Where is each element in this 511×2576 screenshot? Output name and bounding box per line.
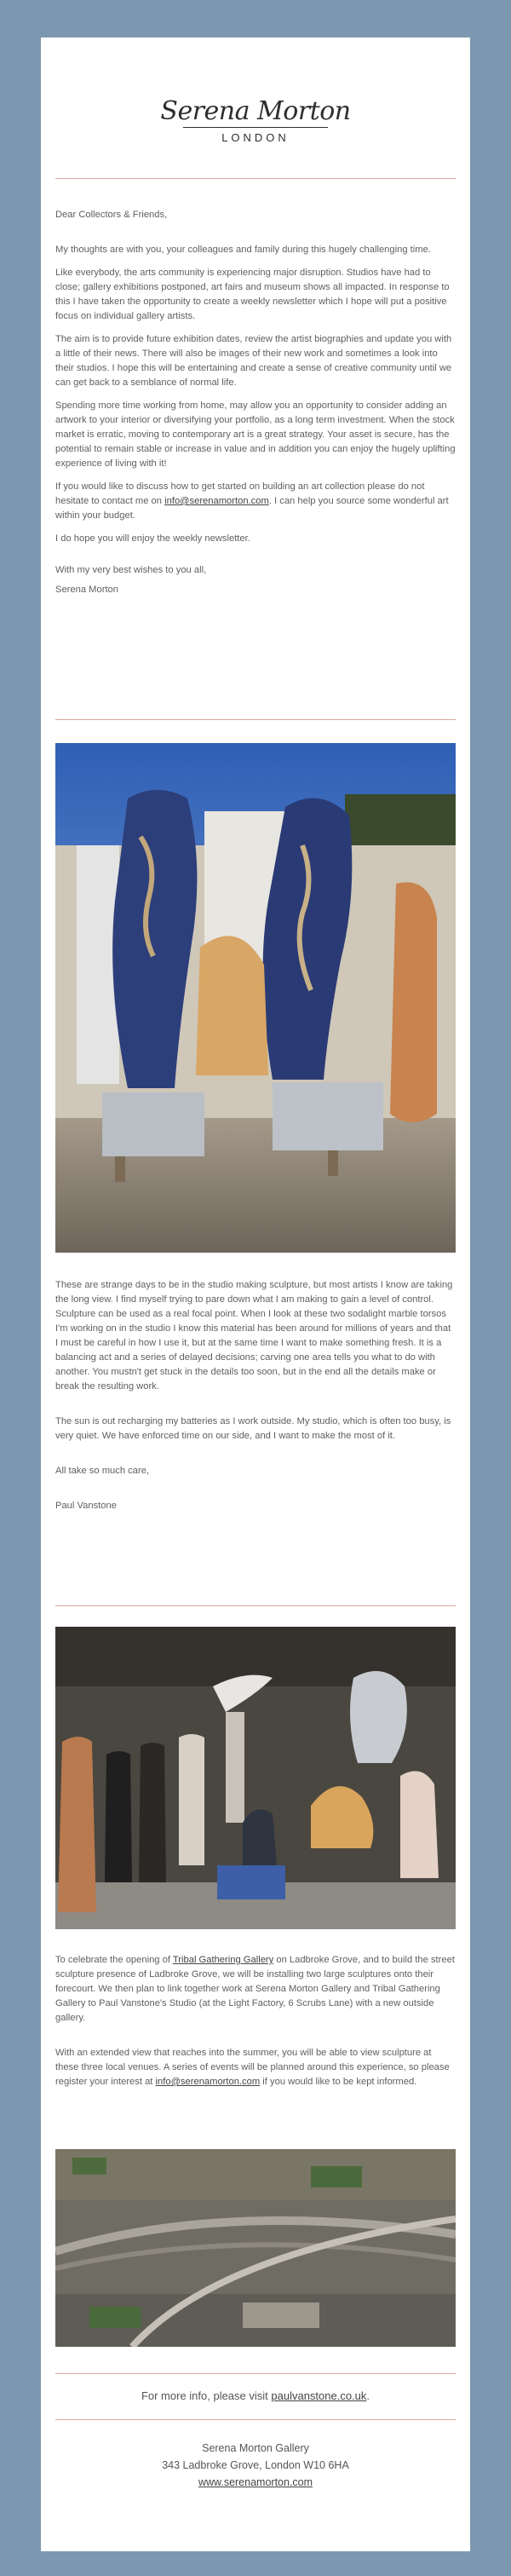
aerial-rail-view-photo[interactable]: [55, 2149, 456, 2347]
contact-text: . I can help you source some wonderful art within your budget.: [55, 496, 449, 521]
events-text: on Ladbroke Grove, and to build the street sculpture presence of Ladbroke Grove, we will be installing two large sculptures onto their forecourt. We then plan to link together work at Serena Morton Gallery and Tribal Gathering Gallery to Paul Vanstone's Studio (at the Light Factory, 6 Scrubs Lane) with a new outside gallery.: [55, 1955, 455, 2023]
artist-paragraph: All take so much care,: [55, 1466, 150, 1476]
divider: [55, 719, 456, 720]
hope-line: I do hope you will enjoy the weekly newsletter.: [55, 533, 250, 544]
divider: [55, 2419, 456, 2420]
more-info-text: For more info, please visit: [141, 2389, 272, 2402]
marble-torso-sculptures-photo[interactable]: [55, 743, 456, 1253]
events-text: With an extended view that reaches into the summer, you will be able to view sculpture at these three local venues. A series of events will be planned around this experience, so please register your interest at: [55, 2048, 450, 2087]
brand-name: Serena Morton: [160, 96, 351, 126]
divider: [55, 2373, 456, 2374]
more-info-text: .: [366, 2389, 370, 2402]
contact-paragraph: [55, 480, 456, 523]
artist-signature: Paul Vanstone: [55, 1501, 117, 1511]
contact-email-link[interactable]: info@serenamorton.com: [164, 496, 269, 506]
register-email-link[interactable]: info@serenamorton.com: [155, 2077, 261, 2087]
divider: [55, 1605, 456, 1606]
footer-website-link[interactable]: www.serenamorton.com: [198, 2476, 313, 2488]
letter-paragraph: Like everybody, the arts community is experiencing major disruption. Studios have had to close; gallery exhibitions postponed, art fairs and museum shows all impacted. In response to this I have taken the opportunity to create a weekly newsletter which I hope will put a positive focus on individual gallery artists.: [55, 268, 450, 321]
footer: [55, 2440, 456, 2491]
events-text: if you would like to be kept informed.: [260, 2077, 417, 2087]
more-info: [55, 2389, 456, 2402]
tribal-gathering-link[interactable]: Tribal Gathering Gallery: [172, 1955, 274, 1965]
brand-logo[interactable]: [41, 97, 470, 145]
footer-gallery-name: Serena Morton Gallery: [202, 2442, 309, 2454]
sculpture-yard-photo[interactable]: [55, 1627, 456, 1929]
events-paragraph: [55, 1953, 456, 2026]
letter-paragraph: My thoughts are with you, your colleagues and family during this hugely challenging time.: [55, 245, 431, 255]
wishes-line: With my very best wishes to you all,: [55, 565, 207, 575]
greeting: Dear Collectors & Friends,: [55, 210, 168, 220]
brand-city: LONDON: [221, 131, 290, 144]
letter-paragraph: The aim is to provide future exhibition dates, review the artist biographies and update you with a little of their news. There will also be images of their new work and sometimes a look into their studios. I hope this will be entertaining and create a sense of creative community until we can get back to a semblance of normal life.: [55, 334, 452, 388]
website-link[interactable]: paulvanstone.co.uk: [271, 2389, 367, 2402]
newsletter-card: [41, 37, 470, 2551]
footer-address: 343 Ladbroke Grove, London W10 6HA: [162, 2459, 349, 2471]
letter-paragraph: Spending more time working from home, may allow you an opportunity to consider adding an artwork to your interior or diversifying your portfolio, as a long term investment. When the stock market is erratic, moving to contemporary art is a great strategy. Your asset is secure, has the potential to remain stable or increase in value and in addition you can enjoy the hugely uplifting experience of living with it!: [55, 401, 456, 469]
brand-rule: [183, 127, 328, 128]
events-text: To celebrate the opening of: [55, 1955, 173, 1965]
contact-text: If you would like to discuss how to get started on building an art collection please do not hesitate to contact me on: [55, 481, 425, 506]
artist-paragraph: These are strange days to be in the studio making sculpture, but most artists I know are taking the long view. I find myself trying to pare down what I am making to gain a level of control. Sculpture can be used as a real focal point. When I look at these two sodalight marble torsos I'm working on in the studio I know this material has been around for millions of years and that I must be careful in how I use it, but at the same time I want to make something fresh. It is a balancing act and a series of delayed decisions; carving one area tells you what to do with another. You mustn't get stuck in the details too soon, but in the end all the details make or break the resulting work.: [55, 1280, 453, 1392]
signature: Serena Morton: [55, 585, 119, 595]
artist-paragraph: The sun is out recharging my batteries as I work outside. My studio, which is often too busy, is very quiet. We have enforced time on our side, and I want to make the most of it.: [55, 1416, 451, 1441]
intro-letter: [55, 208, 456, 606]
events-section: [55, 1953, 456, 2098]
artist-statement: [55, 1278, 456, 1522]
divider: [55, 178, 456, 179]
events-paragraph: [55, 2046, 456, 2089]
